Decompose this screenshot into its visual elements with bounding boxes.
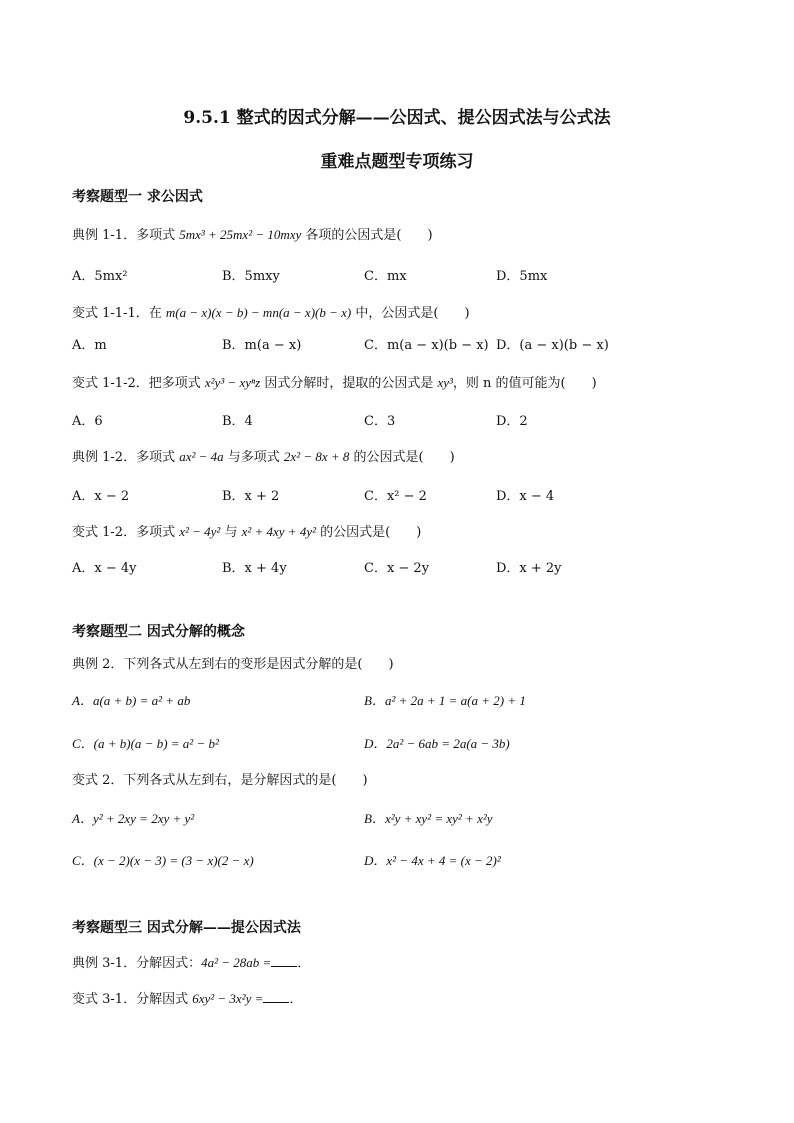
option-c: C．(x − 2)(x − 3) = (3 − x)(2 − x) — [72, 853, 254, 868]
options-3 — [72, 410, 732, 428]
section-heading-3: 考察题型三 因式分解——提公因式法 — [72, 920, 301, 936]
option-b: B．x²y + xy² = xy² + x²y — [364, 811, 493, 826]
option-a: A．y² + 2xy = 2xy + y² — [72, 811, 195, 826]
options-4 — [72, 485, 732, 503]
question-1: 典例 1-1．多项式 5mx³ + 25mx² − 10mxy 各项的公因式是( ) — [72, 227, 433, 243]
option-d: D．2a² − 6ab = 2a(a − 3b) — [364, 736, 510, 751]
section-heading-1: 考察题型一 求公因式 — [72, 189, 203, 205]
question-3: 变式 1-1-2．把多项式 x²y³ − xyⁿz 因式分解时，提取的公因式是 xy³，则 n 的值可能为( ) — [72, 375, 597, 391]
option-c: C．3 — [364, 414, 396, 429]
formula: 4a² − 28ab = — [201, 955, 272, 970]
options-2 — [72, 334, 732, 352]
option-b: B．5mxy — [222, 269, 280, 284]
option-b: B．m(a − x) — [222, 338, 302, 353]
option-c: C．(a + b)(a − b) = a² − b² — [72, 736, 219, 751]
options-6-row-1 — [72, 690, 732, 708]
formula: x² + 4xy + 4y² — [241, 524, 316, 539]
formula: 6xy² − 3x²y = — [192, 991, 264, 1006]
formula: x² − 4y² — [179, 524, 221, 539]
option-d: D．x − 4 — [496, 489, 555, 504]
answer-blank[interactable] — [271, 954, 297, 967]
option-c: C．x − 2y — [364, 561, 430, 576]
option-a: A．x − 2 — [72, 489, 130, 504]
option-a: A．m — [72, 338, 107, 353]
option-d: D．x² − 4x + 4 = (x − 2)² — [364, 853, 501, 868]
formula: m(a − x)(x − b) − mn(a − x)(b − x) — [165, 305, 352, 320]
option-b: B．4 — [222, 414, 253, 429]
formula: 5mx³ + 25mx² − 10mxy — [179, 227, 302, 242]
answer-blank[interactable] — [263, 990, 289, 1003]
option-c: C．m(a − x)(b − x) — [364, 338, 489, 353]
option-a: A．x − 4y — [72, 561, 137, 576]
options-7-row-2 — [72, 850, 732, 868]
question-2: 变式 1-1-1．在 m(a − x)(x − b) − mn(a − x)(b − x) 中，公因式是( ) — [72, 305, 470, 321]
formula: ax² − 4a — [179, 449, 224, 464]
question-5: 变式 1-2．多项式 x² − 4y² 与 x² + 4xy + 4y² 的公因式是( ) — [72, 524, 422, 540]
doc-title: 9.5.1 整式的因式分解——公因式、提公因式法与公式法 — [183, 108, 611, 128]
formula: x²y³ − xyⁿz — [204, 375, 261, 390]
option-b: B．x + 4y — [222, 561, 287, 576]
option-b: B．a² + 2a + 1 = a(a + 2) + 1 — [364, 693, 526, 708]
option-d: D．5mx — [496, 269, 548, 284]
option-a: A．6 — [72, 414, 103, 429]
section-heading-2: 考察题型二 因式分解的概念 — [72, 624, 245, 640]
option-a: A．a(a + b) = a² + ab — [72, 693, 191, 708]
option-a: A．5mx² — [72, 269, 128, 284]
formula: xy³ — [437, 375, 453, 390]
question-4: 典例 1-2．多项式 ax² − 4a 与多项式 2x² − 8x + 8 的公因式是( ) — [72, 449, 455, 465]
question-7: 变式 2．下列各式从左到右，是分解因式的是( ) — [72, 773, 368, 788]
options-1 — [72, 265, 732, 283]
options-6-row-2 — [72, 733, 732, 751]
option-d: D．x + 2y — [496, 561, 562, 576]
formula: 2x² − 8x + 8 — [283, 449, 350, 464]
question-9: 变式 3-1．分解因式 6xy² − 3x²y = ． — [72, 991, 303, 1007]
option-c: C．mx — [364, 269, 407, 284]
question-8: 典例 3-1．分解因式：4a² − 28ab = ． — [72, 955, 311, 971]
option-b: B．x + 2 — [222, 489, 280, 504]
doc-subtitle: 重难点题型专项练习 — [320, 152, 474, 172]
option-d: D．(a − x)(b − x) — [496, 338, 609, 353]
question-6: 典例 2．下列各式从左到右的变形是因式分解的是( ) — [72, 657, 394, 672]
options-7-row-1 — [72, 808, 732, 826]
option-d: D．2 — [496, 414, 528, 429]
options-5 — [72, 557, 732, 575]
option-c: C．x² − 2 — [364, 489, 427, 504]
